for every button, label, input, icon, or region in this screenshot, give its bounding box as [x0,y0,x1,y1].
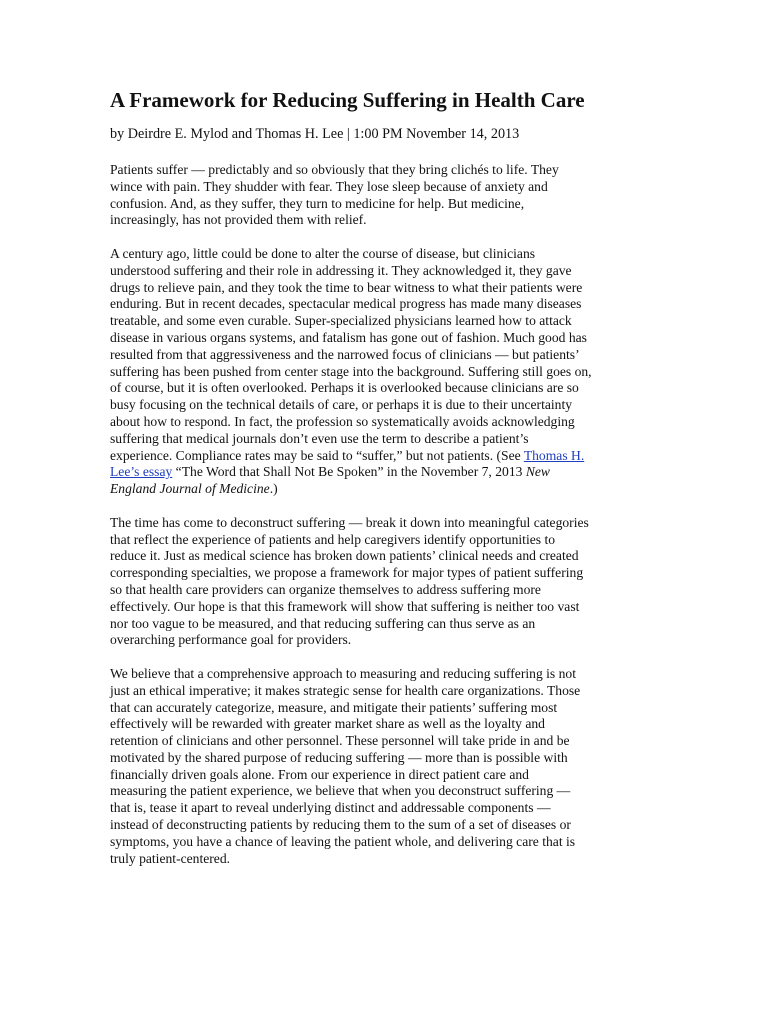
text-line: understood suffering and their role in addressing it. They acknowledged it, they gave [110,262,572,278]
paragraph-3 [110,515,660,649]
essay-link-part-2[interactable]: Lee’s essay [110,464,173,480]
text-line: effectively. Our hope is that this framework will show that suffering is neither too vast [110,598,580,614]
paragraph-1 [110,162,660,229]
paragraph-2 [110,246,660,498]
text-line: truly patient-centered. [110,850,231,866]
text-segment: .) [269,481,278,497]
text-line: confusion. And, as they suffer, they turn to medicine for help. But medicine, [110,195,525,211]
article-title: A Framework for Reducing Suffering in Health Care [110,88,585,112]
text-line: that can accurately categorize, measure, and mitigate their patients’ suffering most [110,699,558,715]
text-line: busy focusing on the technical details of care, or perhaps it is due to their uncertainty [110,397,573,413]
text-line: that is, tease it apart to reveal underlying distinct and addressable components — [110,800,551,816]
text-line: instead of deconstructing patients by reducing them to the sum of a set of diseases or [110,817,571,833]
text-line: treatable, and some even curable. Super-specialized physicians learned how to attack [110,313,572,329]
text-segment: “The Word that Shall Not Be Spoken” in the November 7, 2013 [172,464,526,480]
text-line: measuring the patient experience, we believe that when you deconstruct suffering — [110,783,571,799]
text-line: overarching performance goal for providers. [110,632,352,648]
text-line: suffering has been pushed from center stage into the background. Suffering still goes on, [110,363,592,379]
text-line [110,448,660,465]
text-line [110,464,660,481]
text-segment: experience. Compliance rates may be said to “suffer,” but not patients. (See [110,447,524,463]
text-line: about how to respond. In fact, the profession so systematically avoids acknowledging [110,413,575,429]
document-page [110,86,660,884]
text-line: reduce it. Just as medical science has broken down patients’ clinical needs and created [110,548,579,564]
text-line [110,481,660,498]
text-line: corresponding specialties, we propose a framework for major types of patient suffering [110,565,584,581]
text-line: The time has come to deconstruct suffering — break it down into meaningful categories [110,514,589,530]
text-line: Patients suffer — predictably and so obviously that they bring clichés to life. They [110,162,559,177]
text-line: so that health care providers can organize themselves to address suffering more [110,581,541,597]
text-line: increasingly, has not provided them with relief. [110,212,367,228]
text-line: that reflect the experience of patients and help caregivers identify opportunities to [110,531,556,547]
text-line: A century ago, little could be done to alter the course of disease, but clinicians [110,245,536,261]
text-line: of course, but it is often overlooked. Perhaps it is overlooked because clinicians are so [110,380,579,396]
journal-title-part-1: New [525,464,550,480]
text-line: disease in various organs systems, and fatalism has gone out of fashion. Much good has [110,329,587,345]
article-byline: by Deirdre E. Mylod and Thomas H. Lee | 1:00 PM November 14, 2013 [110,126,520,142]
text-line: enduring. But in recent decades, spectacular medical progress has made many diseases [110,296,582,312]
text-line: retention of clinicians and other personnel. These personnel will take pride in and be [110,733,570,749]
paragraph-4 [110,666,660,868]
text-line: financially driven goals alone. From our experience in direct patient care and [110,766,529,782]
text-line: drugs to relieve pain, and they took the time to bear witness to what their patients were [110,279,583,295]
text-line: wince with pain. They shudder with fear. They lose sleep because of anxiety and [110,178,548,194]
text-line: motivated by the shared purpose of reducing suffering — more than is possible with [110,749,568,765]
text-line: symptoms, you have a chance of leaving the patient whole, and delivering care that is [110,833,576,849]
text-line: We believe that a comprehensive approach to measuring and reducing suffering is not [110,665,576,681]
text-line: resulted from that aggressiveness and the narrowed focus of clinicians — but patients’ [110,346,580,362]
text-line: effectively will be rewarded with greater market share as well as the loyalty and [110,716,545,732]
text-line: just an ethical imperative; it makes strategic sense for health care organizations. Those [110,682,581,698]
text-line: nor too vague to be measured, and that reducing suffering can thus serve as an [110,615,536,631]
essay-link-part-1[interactable]: Thomas H. [523,447,585,463]
journal-title-part-2: England Journal of Medicine [110,481,270,497]
text-line: suffering that medical journals don’t even use the term to describe a patient’s [110,430,529,446]
